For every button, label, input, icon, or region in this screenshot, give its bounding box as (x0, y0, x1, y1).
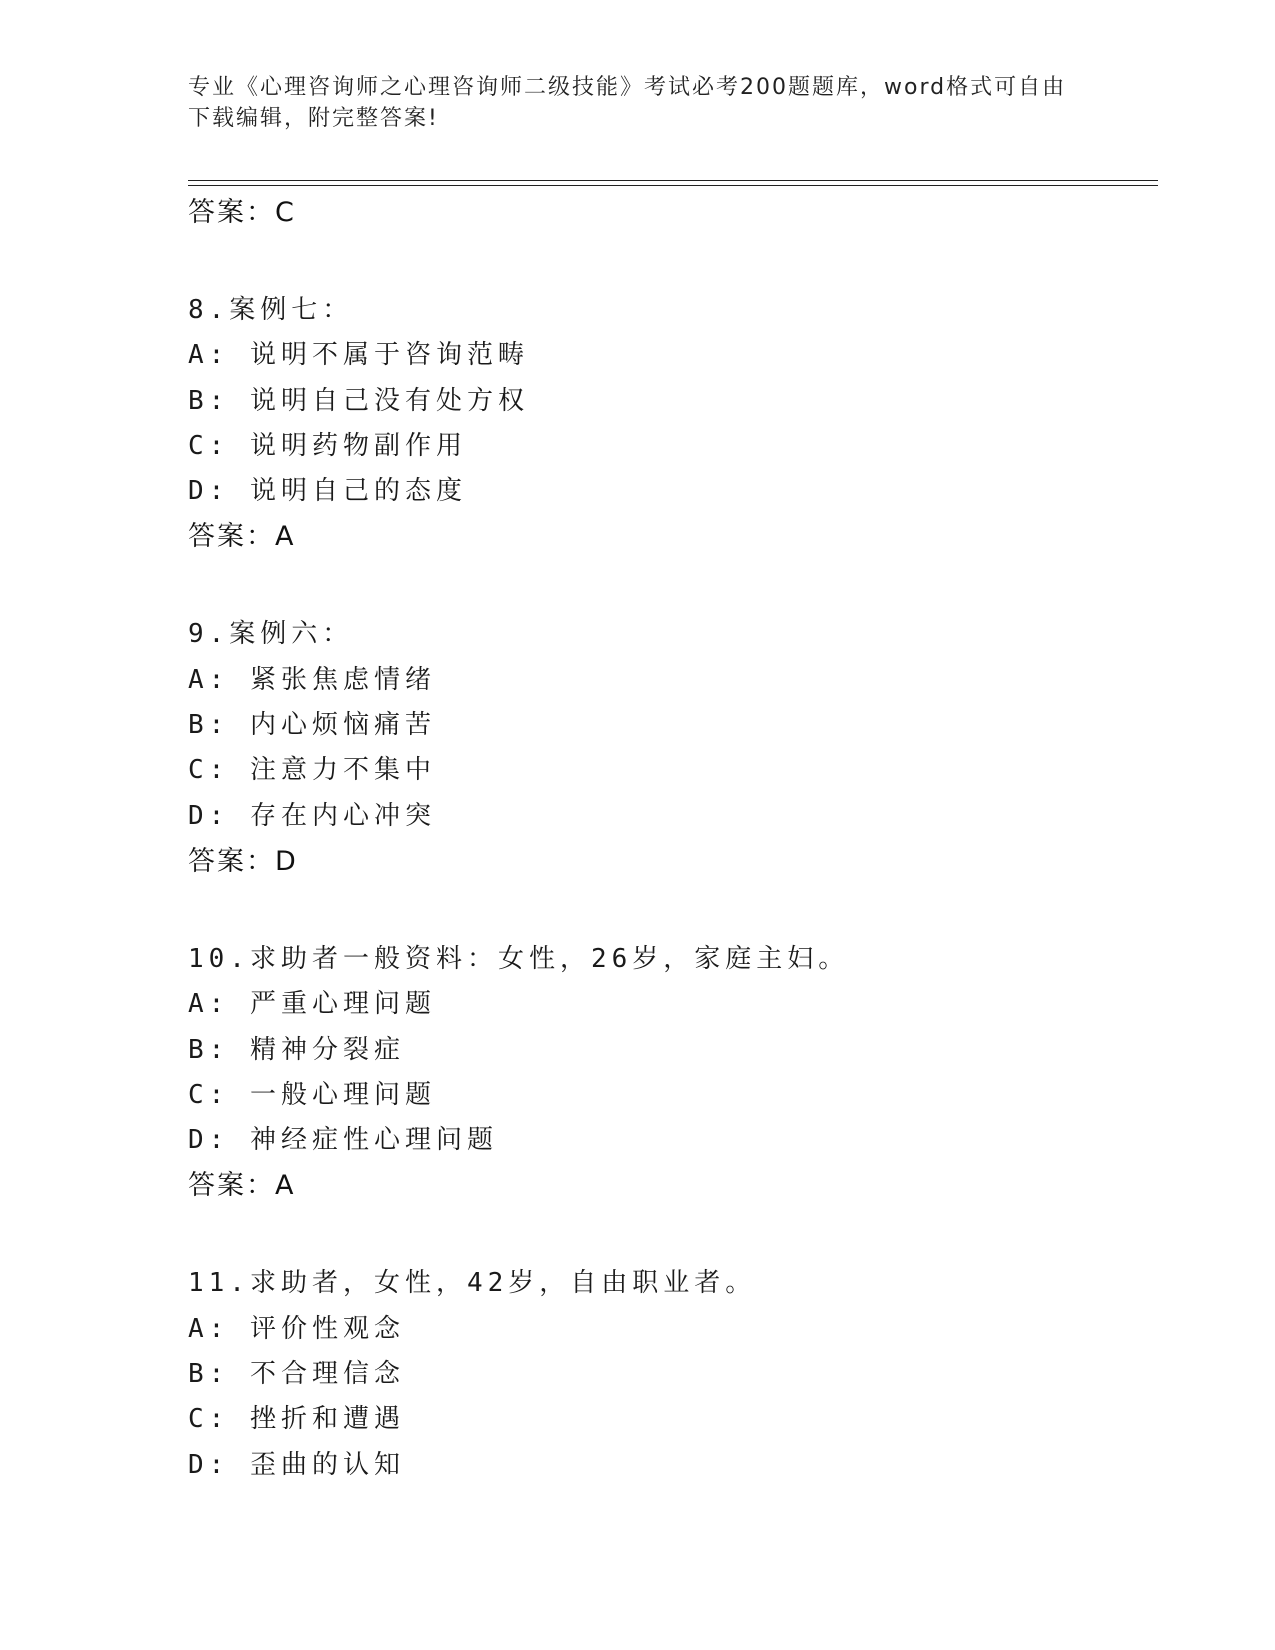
option-d: D: 存在内心冲突 (188, 800, 436, 831)
option-d: D: 歪曲的认知 (188, 1449, 405, 1480)
question-text: 9.案例六： (188, 619, 354, 650)
option-d: D: 说明自己的态度 (188, 476, 467, 507)
question-text: 10.求助者一般资料：女性，26岁，家庭主妇。 (188, 943, 850, 974)
option-a: A: 严重心理问题 (188, 989, 436, 1020)
option-c: C: 挫折和遭遇 (188, 1404, 405, 1435)
option-b: B: 精神分裂症 (188, 1034, 405, 1065)
option-d: D: 神经症性心理问题 (188, 1125, 498, 1156)
question-text: 8.案例七： (188, 295, 354, 325)
spacer (188, 884, 1148, 937)
option-b: B: 说明自己没有处方权 (188, 385, 529, 416)
question-list (188, 190, 1148, 1488)
question-block (188, 612, 1148, 883)
question-block (188, 1261, 1148, 1487)
option-c: C: 注意力不集中 (188, 755, 436, 786)
option-a: A: 说明不属于咨询范畴 (188, 340, 529, 371)
option-b: B: 不合理信念 (188, 1359, 405, 1390)
spacer (188, 1208, 1148, 1261)
option-b: B: 内心烦恼痛苦 (188, 710, 436, 741)
spacer (188, 559, 1148, 612)
header-rule-top (188, 180, 1158, 181)
header-rule-bottom (188, 185, 1158, 186)
answer-line: 答案：C (188, 197, 296, 228)
question-text: 11.求助者，女性，42岁，自由职业者。 (188, 1268, 757, 1299)
option-a: A: 紧张焦虑情绪 (188, 664, 436, 695)
question-block (188, 288, 1148, 559)
document-header: 专业《心理咨询师之心理咨询师二级技能》考试必考200题题库，word格式可自由下载编辑，附完整答案! (188, 75, 1067, 131)
option-c: C: 一般心理问题 (188, 1079, 436, 1110)
option-c: C: 说明药物副作用 (188, 430, 467, 461)
answer-line: 答案：A (188, 1170, 296, 1202)
question-block (188, 937, 1148, 1208)
spacer (188, 235, 1148, 288)
option-a: A: 评价性观念 (188, 1313, 405, 1344)
answer-line: 答案：D (188, 845, 298, 877)
answer-line: 答案：A (188, 521, 296, 553)
